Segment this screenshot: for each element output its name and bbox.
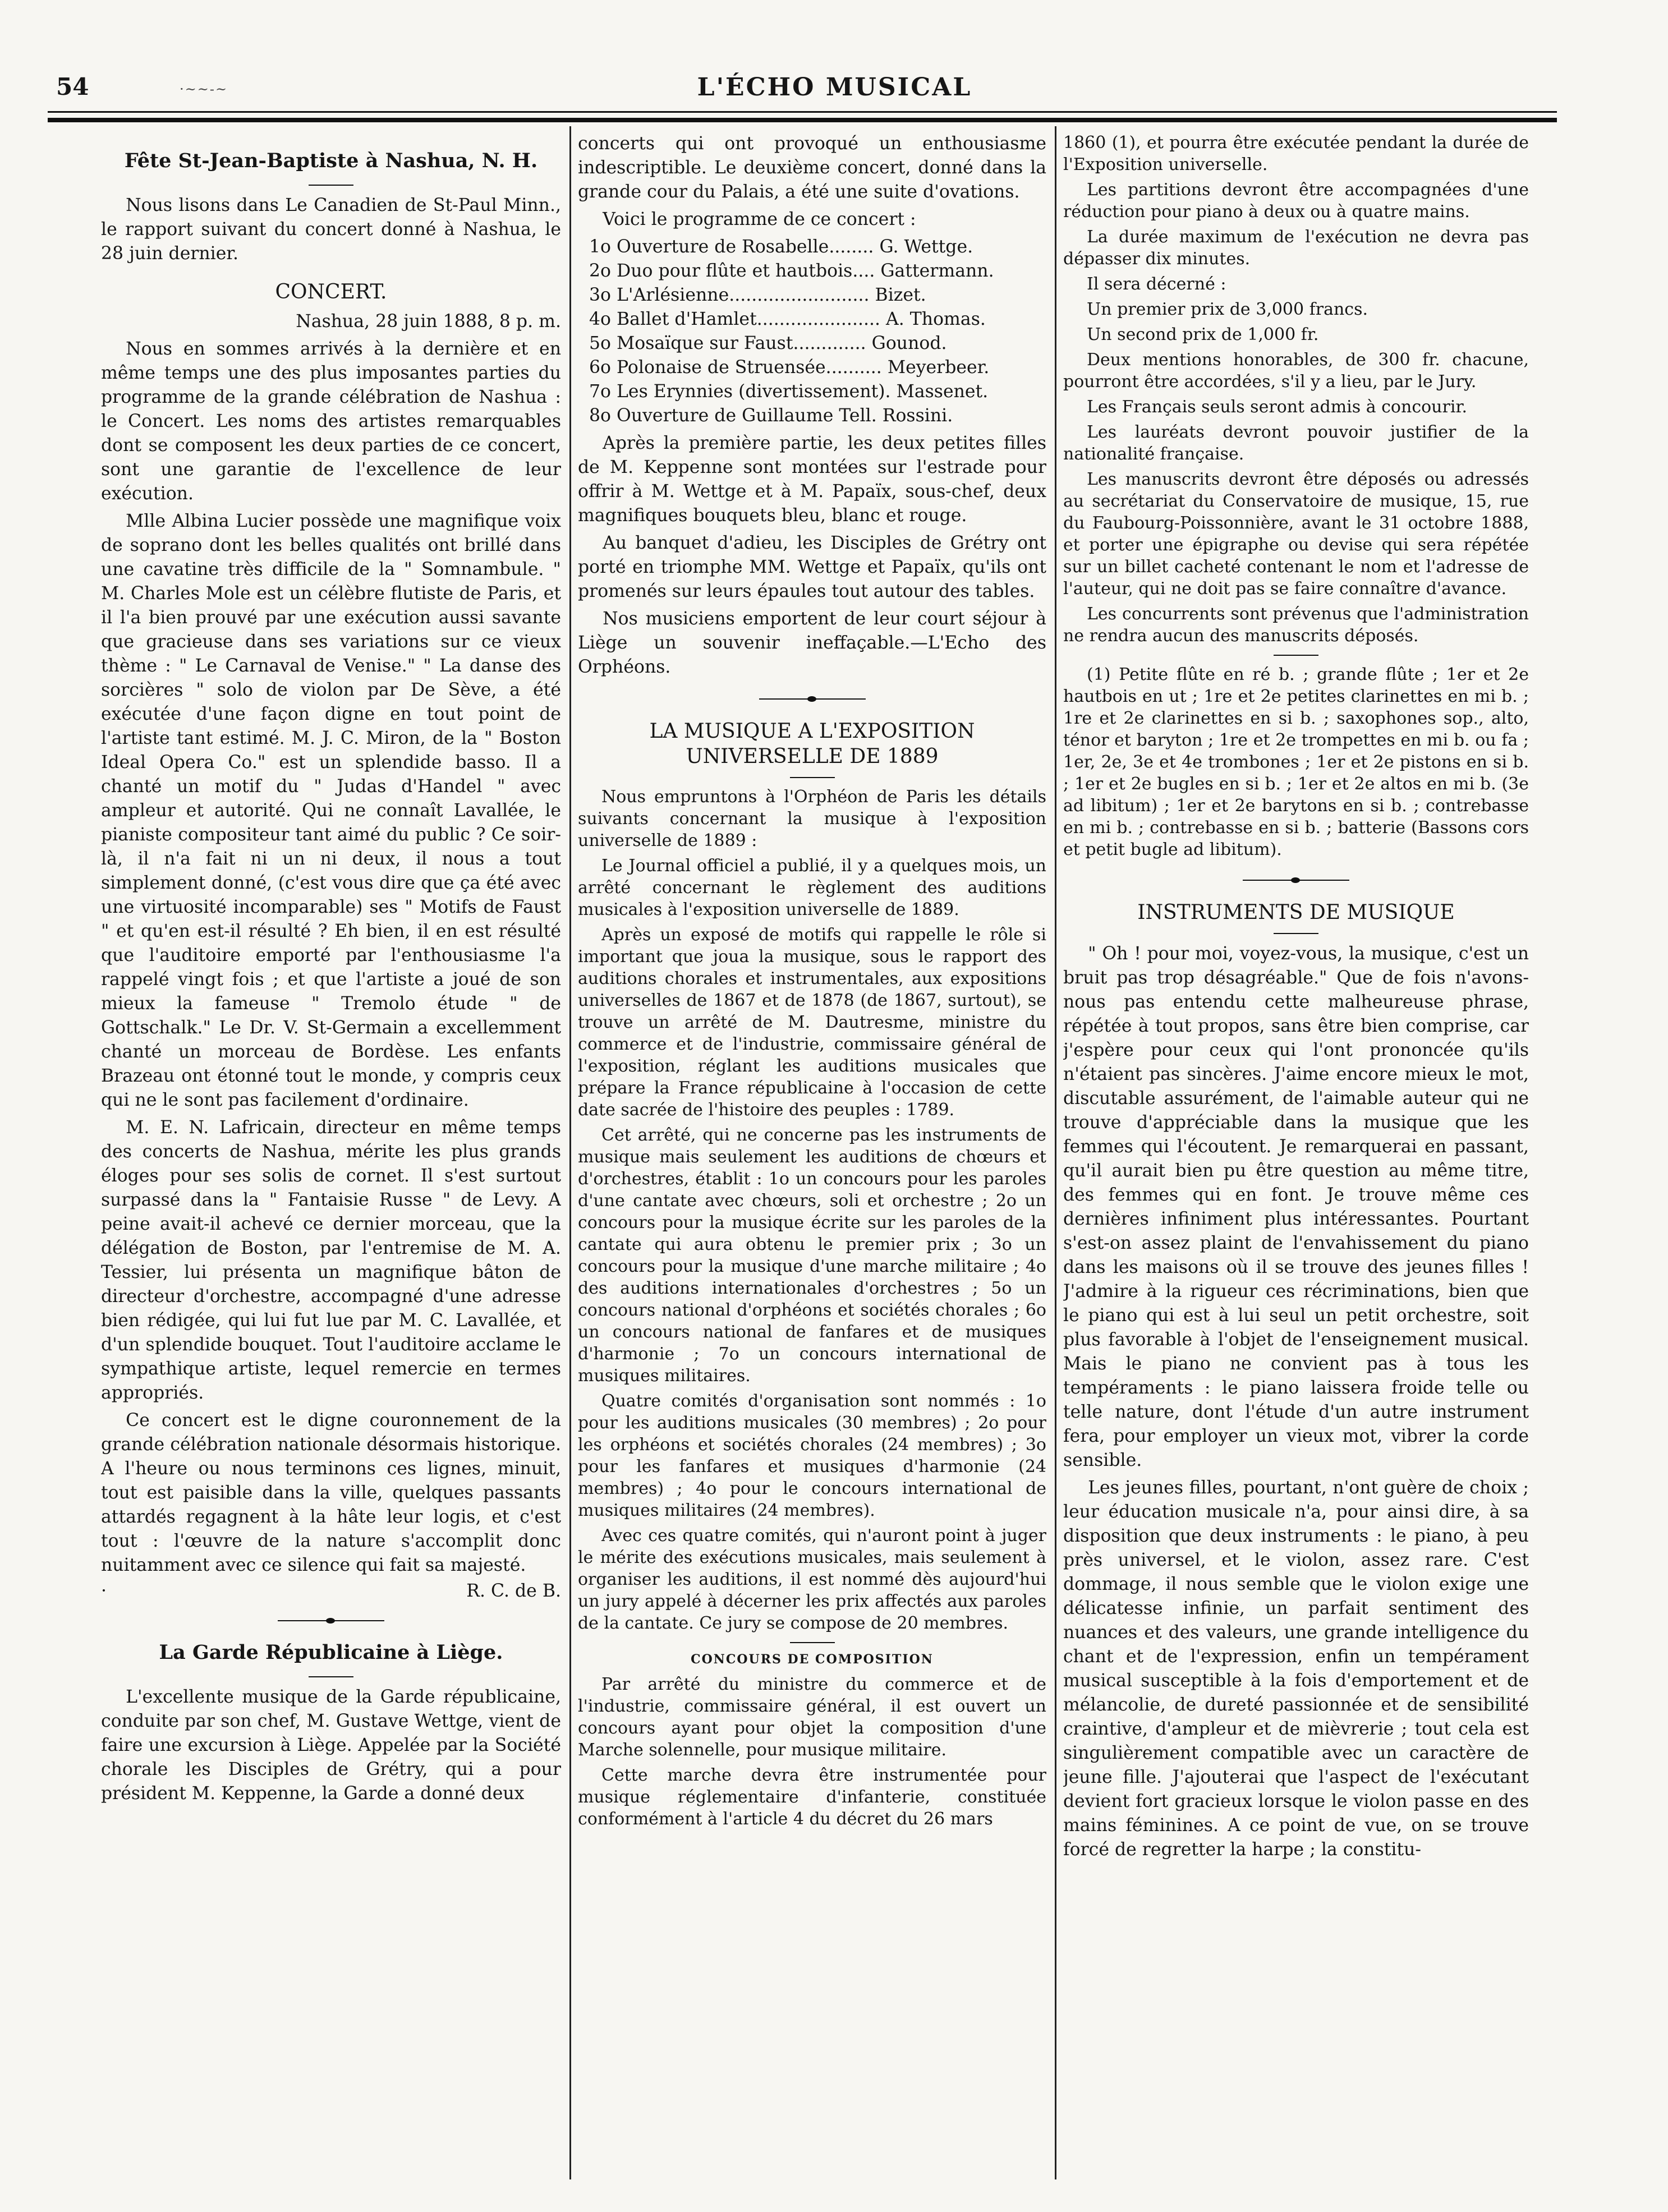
article-title: Fête St-Jean-Baptiste à Nashua, N. H. xyxy=(124,149,538,172)
paragraph: Nous lisons dans Le Canadien de St-Paul Minn., le rapport suivant du concert donné à Nashua, le 28 juin dernier. xyxy=(101,195,561,264)
paragraph: Les partitions devront être accompagnées d'une réduction pour piano à deux ou à quatre mains. xyxy=(1063,180,1529,222)
program-item: 3o L'Arlésienne......................... Bizet. xyxy=(589,285,926,305)
paragraph: Cet arrêté, qui ne concerne pas les instruments de musique mais seulement les auditions de chœurs et d'orchestres, établit : 1o un concours pour les paroles d'une cantate avec chœurs, soli et orchestre ; 2o un concours pour la musique écrite sur les paroles de la cantate qui aura obtenu le premier prix ; 3o un concours pour la musique d'une marche militaire ; 4o des auditions internationales d'orchestres ; 5o un concours national d'orphéons et sociétés chorales ; 6o un concours national de fanfares et de musiques d'harmonie ; 7o un concours international de musiques militaires. xyxy=(578,1125,1046,1386)
column-1 xyxy=(101,132,561,2179)
ornamental-rule xyxy=(1243,877,1349,883)
program-item: 8o Ouverture de Guillaume Tell. Rossini. xyxy=(589,406,953,426)
subheading: CONCOURS DE COMPOSITION xyxy=(691,1652,934,1667)
paragraph: La durée maximum de l'exécution ne devra pas dépasser dix minutes. xyxy=(1063,227,1529,269)
paragraph: Le Journal officiel a publié, il y a quelques mois, un arrêté concernant le règlement des auditions musicales à l'exposition universelle de 1889. xyxy=(578,856,1046,919)
signature: R. C. de B. xyxy=(466,1580,561,1601)
paragraph: Les jeunes filles, pourtant, n'ont guère de choix ; leur éducation musicale n'a, pour ainsi dire, à sa disposition que deux instruments : le piano, à peu près universel, et le violon, assez rare. C'est dommage, il nous semble que le violon exige une délicatesse infinie, un parfait sentiment des nuances et des valeurs, une grande intelligence du chant et de l'expression, enfin un tempérament musical susceptible à la fois d'emportement et de mélancolie, de dureté passionnée et de sensibilité craintive, d'ampleur et de mièvrerie ; tout cela est singulièrement compatible avec un caractère de jeune fille. J'ajouterai que l'aspect de l'exécutant devient fort gracieux lorsque le violon passe en des mains féminines. A ce point de vue, on se trouve forcé de regretter la harpe ; la constitu- xyxy=(1063,1478,1529,1860)
header-rule-thick xyxy=(48,118,1557,122)
paragraph: " Oh ! pour moi, voyez-vous, la musique, c'est un bruit pas trop désagréable." Que de fois n'avons-nous pas entendu cette malheureuse phrase, répétée à tout propos, sans être bien comprise, car j'espère pour ceux qui l'ont prononcée qu'ils n'étaient pas sincères. J'aime encore mieux le mot, discutable assurément, de l'aimable auteur qui ne trouve d'appréciable dans la musique que les femmes qui l'écoutent. Je remarquerai en passant, qu'il aurait bien pu être question au même titre, des femmes qui en font. Je trouve même ces dernières infiniment plus intéressantes. Pourtant s'est-on assez plaint de l'envahissement du piano dans les maisons où il se trouve des jeunes filles ! J'admire à la rigueur ces récriminations, bien que le piano qui est à lui seul un petit orchestre, soit plus favorable à l'objet de l'enseignement musical. Mais le piano ne convient pas à tous les tempéraments : le piano laissera froide telle ou telle nature, dont l'étude d'un autre instrument fera, pour employer un vieux mot, vibrer la corde sensible. xyxy=(1063,944,1529,1470)
paragraph: Un premier prix de 3,000 francs. xyxy=(1087,300,1368,319)
paragraph: Nous en sommes arrivés à la dernière et en même temps une des plus imposantes parties du programme de la grande célébration de Nashua : le Concert. Les noms des artistes remarquables dont se composent les deux parties de ce concert, sont une garantie de l'excellence de leur exécution. xyxy=(101,338,561,504)
running-title: L'ÉCHO MUSICAL xyxy=(697,73,972,102)
header-rule-thin xyxy=(48,111,1557,113)
paragraph: 1860 (1), et pourra être exécutée pendant la durée de l'Exposition universelle. xyxy=(1063,133,1529,174)
paragraph: Par arrêté du ministre du commerce et de l'industrie, commissaire général, il est ouvert un concours ayant pour objet la composition d'une Marche solennelle, pour musique militaire. xyxy=(578,1675,1046,1760)
paragraph: Deux mentions honorables, de 300 fr. chacune, pourront être accordées, s'il y a lieu, par le Jury. xyxy=(1063,350,1529,392)
column-divider xyxy=(1055,126,1056,2179)
program-item: 5o Mosaïque sur Faust............. Gounod. xyxy=(589,333,947,353)
short-rule xyxy=(1274,655,1318,656)
section-heading: CONCERT. xyxy=(275,280,387,303)
short-rule xyxy=(1274,933,1318,934)
column-3 xyxy=(1063,132,1529,2179)
paragraph: Voici le programme de ce concert : xyxy=(603,209,916,229)
column-2 xyxy=(578,132,1046,2179)
paragraph: Les Français seuls seront admis à concourir. xyxy=(1087,397,1468,417)
paragraph: Mlle Albina Lucier possède une magnifique voix de soprano dont les belles qualités ont brillé dans une cavatine très difficile de la " Somnambule. " M. Charles Mole est un célèbre flutiste de Paris, et il l'a bien prouvé par une exécution aussi savante que gracieuse dans ses variations sur ce vieux thème : " Le Carnaval de Venise." " La danse des sorcières " solo de violon par De Sève, a été exécutée d'une façon digne en tout point de l'artiste tant estimé. M. J. C. Miron, de la " Boston Ideal Opera Co." est un splendide basso. Il a chanté un motif du " Judas d'Handel " avec ampleur et autorité. Qui ne connaît Lavallée, le pianiste compositeur tant aimé du public ? Ce soir-là, il n'a fait ni un ni deux, il nous a tout simplement donné, (c'est vous dire que ça été avec une virtuosité incomparable) ses " Motifs de Faust " et qu'en est-il résulté ? Eh bien, il en est résulté que l'auditoire emporté par l'enthousiasme l'a rappelé vingt fois ; et que l'artiste a joué de son mieux la fameuse " Tremolo étude " de Gottschalk." Le Dr. V. St-Germain a excellemment chanté un morceau de Bordèse. Les enfants Brazeau ont étonné tout le monde, y compris ceux qui ne le sont pas facilement d'ordinaire. xyxy=(101,511,561,1110)
footnote: (1) Petite flûte en ré b. ; grande flûte ; 1er et 2e hautbois en ut ; 1re et 2e petites clarinettes en mi b. ; 1re et 2e clarinettes en si b. ; saxophones sop., alto, ténor et baryton ; 1re et 2e trompettes en mi b. ou fa ; 1er, 2e, 3e et 4e trombones ; 1er et 2e pistons en si b. ; 1er et 2e bugles en si b. ; 1er et 2e altos en mi b. (3e ad libitum) ; 1er et 2e barytons en si b. ; contrebasse en mi b. ; contrebasse en si b. ; batterie (Bassons cors et petit bugle ad libitum). xyxy=(1063,665,1529,859)
ornamental-rule xyxy=(278,1618,384,1624)
short-rule xyxy=(790,777,835,778)
program-item: 2o Duo pour flûte et hautbois.... Gattermann. xyxy=(589,261,994,281)
ornamental-rule xyxy=(759,696,866,702)
paragraph: Cette marche devra être instrumentée pour musique réglementaire d'infanterie, constituée conformément à l'article 4 du décret du 26 mars xyxy=(578,1765,1046,1829)
paragraph: Après un exposé de motifs qui rappelle le rôle si important que joua la musique, sous le rapport des auditions chorales et instrumentales, aux expositions universelles de 1867 et de 1878 (de 1867, surtout), se trouve un arrêté de M. Dautresme, ministre du commerce et de l'industrie, commissaire général de l'exposition, réglant les auditions musicales que prépare la France républicaine à l'occasion de cette date sacrée de l'histoire des peuples : 1789. xyxy=(578,925,1046,1120)
paragraph: Après la première partie, les deux petites filles de M. Keppenne sont montées sur l'estrade pour offrir à M. Wettge et à M. Papaïx, sous-chef, deux magnifiques bouquets bleu, blanc et rouge. xyxy=(578,433,1046,526)
paragraph: Nos musiciens emportent de leur court séjour à Liège un souvenir ineffaçable.—L'Echo des Orphéons. xyxy=(578,609,1046,677)
concert-program xyxy=(589,235,1046,428)
program-item: 7o Les Erynnies (divertissement). Massenet. xyxy=(589,381,989,402)
program-item: 4o Ballet d'Hamlet...................... A. Thomas. xyxy=(589,309,986,329)
paragraph: Quatre comités d'organisation sont nommés : 1o pour les auditions musicales (30 membres) ; 2o pour les orphéons et sociétés chorales (24 membres) ; 3o pour les fanfares et musiques d'harmonie (24 membres) ; 4o pour le concours international de musiques militaires (24 membres). xyxy=(578,1391,1046,1520)
page-number: 54 xyxy=(56,73,89,100)
column-divider xyxy=(569,126,571,2179)
paragraph: Les concurrents sont prévenus que l'administration ne rendra aucun des manuscrits déposés. xyxy=(1063,604,1529,646)
paragraph: Ce concert est le digne couronnement de la grande célébration nationale désormais historique. A l'heure ou nous terminons ces lignes, minuit, tout est paisible dans la ville, quelques passants attardés regagnent à la hâte leur logis, et c'est tout : l'œuvre de la nature s'accomplit donc nuitamment avec ce silence qui fait sa majesté. xyxy=(101,1410,561,1575)
article-title: La Garde Républicaine à Liège. xyxy=(159,1640,503,1664)
signoff xyxy=(101,1581,561,1601)
program-item: 1o Ouverture de Rosabelle........ G. Wettge. xyxy=(589,237,973,257)
program-item: 6o Polonaise de Struensée.......... Meyerbeer. xyxy=(589,357,990,378)
short-rule xyxy=(309,1676,353,1677)
paragraph: M. E. N. Lafricain, directeur en même temps des concerts de Nashua, mérite les plus grands éloges pour ses solis de cornet. Il s'est surtout surpassé dans la " Fantaisie Russe " de Levy. A peine avait-il achevé ce dernier morceau, que la délégation de Boston, par l'entremise de M. A. Tessier, lui présenta un magnifique bâton de directeur d'orchestre, accompagné d'une adresse bien rédigée, qui lui fut lue par M. C. Lavallée, et d'un splendide bouquet. Tout l'auditoire acclame le sympathique artiste, lequel remercie en termes appropriés. xyxy=(101,1117,561,1403)
paragraph: Les manuscrits devront être déposés ou adressés au secrétariat du Conservatoire de musique, 15, rue du Faubourg-Poissonnière, avant le 31 octobre 1888, et porter une épigraphe ou devise qui sera répétée sur un billet cacheté contenant le nom et l'adresse de l'auteur, qui ne doit pas se faire connaître d'avance. xyxy=(1063,470,1529,599)
paragraph: Les lauréats devront pouvoir justifier de la nationalité française. xyxy=(1063,422,1529,464)
paragraph: L'excellente musique de la Garde républicaine, conduite par son chef, M. Gustave Wettge, vient de faire une excursion à Liège. Appelée par la Société chorale les Disciples de Grétry, qui a pour président M. Keppenne, la Garde a donné deux xyxy=(101,1686,561,1804)
paragraph: Au banquet d'adieu, les Disciples de Grétry ont porté en triomphe MM. Wettge et Papaïx, qu'ils ont promenés sur leurs épaules tout autour des tables. xyxy=(578,533,1046,601)
header-marks: ·~~-~ xyxy=(180,81,228,97)
article-title: LA MUSIQUE A L'EXPOSITION UNIVERSELLE DE 1889 xyxy=(649,720,975,768)
paragraph: Un second prix de 1,000 fr. xyxy=(1087,325,1319,344)
signoff-mark: · xyxy=(101,1580,107,1601)
page-header xyxy=(34,73,1635,107)
paragraph: Avec ces quatre comités, qui n'auront point à juger le mérite des exécutions musicales, mais seulement à organiser les auditions, il est nommé dès aujourd'hui un jury appelé à décerner les prix affectés aux paroles de la cantate. Ce jury se compose de 20 membres. xyxy=(578,1526,1046,1633)
paragraph: concerts qui ont provoqué un enthousiasme indescriptible. Le deuxième concert, donné dans la grande cour du Palais, a été une suite d'ovations. xyxy=(578,134,1046,202)
short-rule xyxy=(790,1642,835,1643)
paragraph: Il sera décerné : xyxy=(1087,274,1226,294)
short-rule xyxy=(309,185,353,186)
paragraph: Nous empruntons à l'Orphéon de Paris les détails suivants concernant la musique à l'exposition universelle de 1889 : xyxy=(578,787,1046,850)
article-title: INSTRUMENTS DE MUSIQUE xyxy=(1137,901,1455,924)
dateline: Nashua, 28 juin 1888, 8 p. m. xyxy=(296,311,561,332)
